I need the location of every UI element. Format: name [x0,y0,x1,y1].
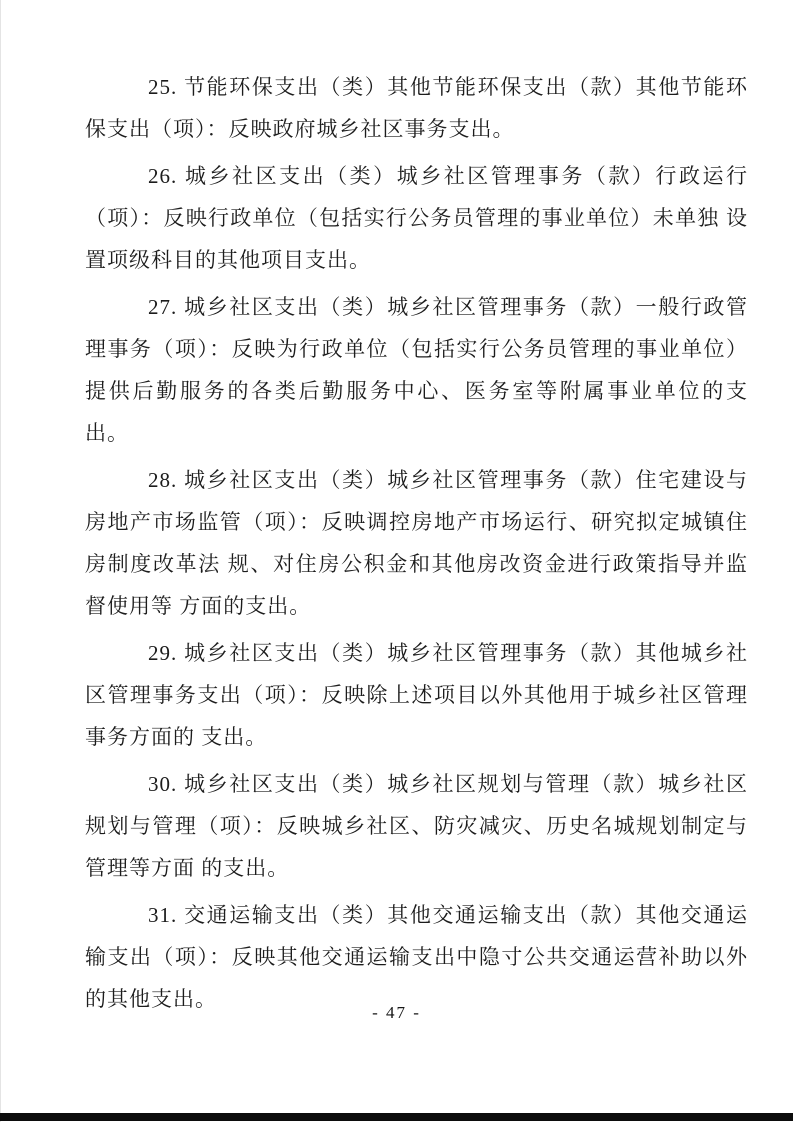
policy-item-paragraph: 29. 城乡社区支出（类）城乡社区管理事务（款）其他城乡社区管理事务支出（项）：反映除上述项目以外其他用于城乡社区管理事务方面的 支出。 [85,641,748,749]
page-left-edge-scan-line [0,0,1,1122]
policy-item-paragraph: 25. 节能环保支出（类）其他节能环保支出（款）其他节能环保支出（项）：反映政府城乡社区事务支出。 [85,75,748,141]
policy-item-paragraph: 27. 城乡社区支出（类）城乡社区管理事务（款）一般行政管理事务（项）：反映为行政单位（包括实行公务员管理的事业单位）提供后勤服务的各类后勤服务中心、医务室等附属事业单位的支 出。 [85,295,748,445]
policy-item-paragraph: 30. 城乡社区支出（类）城乡社区规划与管理（款）城乡社区规划与管理（项）：反映城乡社区、防灾减灾、历史名城规划制定与管理等方面 的支出。 [85,772,748,880]
page-number: - 47 - [372,1003,421,1022]
policy-item-paragraph: 26. 城乡社区支出（类）城乡社区管理事务（款）行政运行（项）：反映行政单位（包括实行公务员管理的事业单位）未单独 设置项级科目的其他项目支出。 [85,164,748,272]
scan-bottom-edge-artifact [0,1113,793,1121]
policy-item-paragraph: 31. 交通运输支出（类）其他交通运输支出（款）其他交通运输支出（项）：反映其他交通运输支出中隐寸公共交通运营补助以外的其他支出。 [85,903,748,1011]
policy-item-paragraph: 28. 城乡社区支出（类）城乡社区管理事务（款）住宅建设与房地产市场监管（项）：反映调控房地产市场运行、研究拟定城镇住房制度改革法 规、对住房公积金和其他房改资金进行政策指导并监督使用等 方面的支出。 [85,468,748,618]
document-body [85,66,748,1025]
